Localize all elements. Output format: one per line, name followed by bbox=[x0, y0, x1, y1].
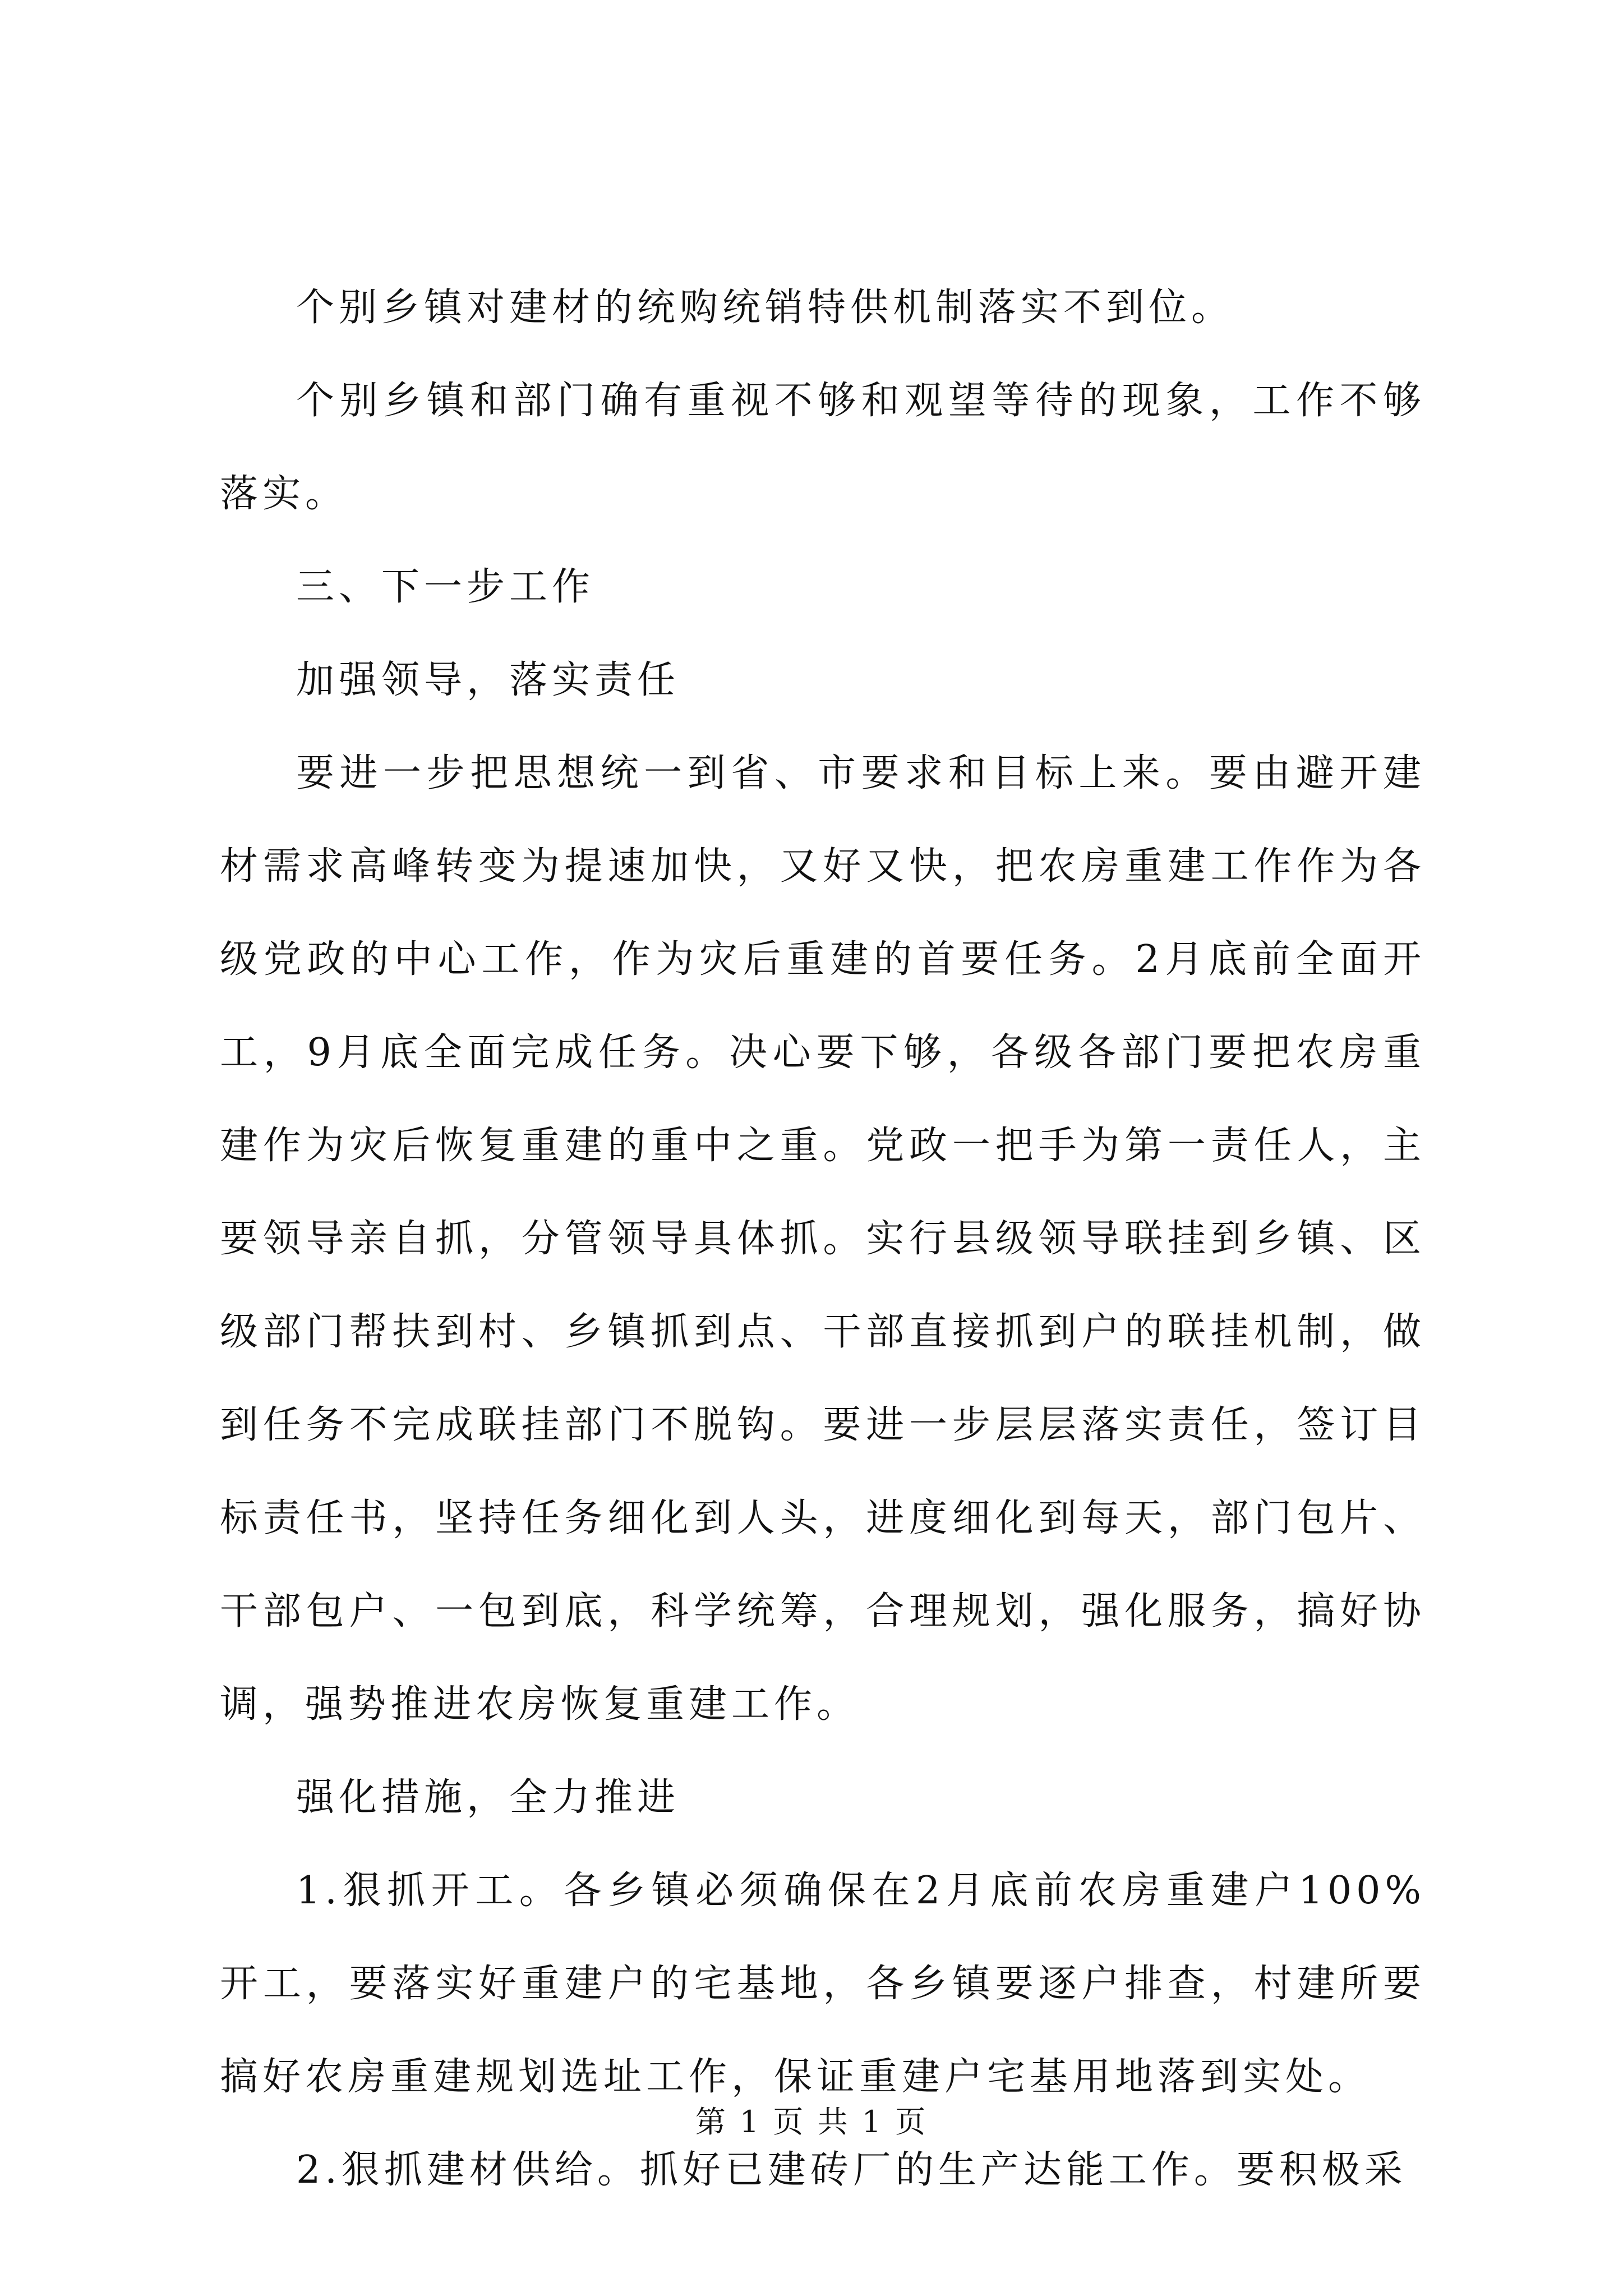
document-body bbox=[220, 261, 1426, 2217]
paragraph-material-supply: 2.狠抓建材供给。抓好已建砖厂的生产达能工作。要积极采 bbox=[296, 2148, 1407, 2192]
paragraph-building-materials-issue: 个别乡镇对建材的统购统销特供机制落实不到位。 bbox=[296, 286, 1234, 330]
section-heading-next-steps: 三、下一步工作 bbox=[296, 565, 595, 609]
page-number-footer: 第 1 页 共 1 页 bbox=[695, 2104, 928, 2139]
paragraph-construction-start: 1.狠抓开工。各乡镇必须确保在2月底前农房重建户100%开工，要落实好重建户的宅基地，各乡镇要逐户排查，村建所要搞好农房重建规划选址工作，保证重建户宅基用地落到实处。 bbox=[220, 1869, 1426, 2099]
subheading-leadership: 加强领导，落实责任 bbox=[296, 658, 680, 702]
paragraph-leadership-details: 要进一步把思想统一到省、市要求和目标上来。要由避开建材需求高峰转变为提速加快，又好又快，把农房重建工作作为各级党政的中心工作，作为灾后重建的首要任务。2月底前全面开工，9月底全面完成任务。决心要下够，各级各部门要把农房重建作为灾后恢复重建的重中之重。党政一把手为第一责任人，主要领导亲自抓，分管领导具体抓。实行县级领导联挂到乡镇、区级部门帮扶到村、乡镇抓到点、干部直接抓到户的联挂机制，做到任务不完成联挂部门不脱钩。要进一步层层落实责任，签订目标责任书，坚持任务细化到人头，进度细化到每天，部门包片、干部包户、一包到底，科学统筹，合理规划，强化服务，搞好协调，强势推进农房恢复重建工作。 bbox=[220, 751, 1426, 1727]
paragraph-insufficient-attention: 个别乡镇和部门确有重视不够和观望等待的现象，工作不够落实。 bbox=[220, 379, 1426, 516]
subheading-measures: 强化措施，全力推进 bbox=[296, 1775, 680, 1820]
